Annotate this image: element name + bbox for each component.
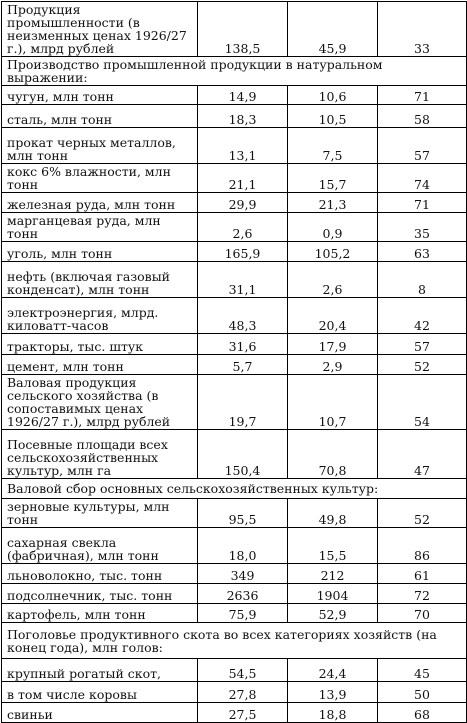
- value-cell: 18,3: [198, 105, 288, 128]
- row-label: крупный рогатый скот,: [2, 659, 198, 682]
- table-row: [2, 499, 467, 528]
- table-row: [2, 564, 467, 584]
- section-header-row: [2, 623, 467, 659]
- percent-cell: 47: [378, 430, 467, 479]
- row-label: сахарная свекла (фабричная), млн тонн: [2, 528, 198, 564]
- row-label: свиньи: [2, 703, 198, 723]
- percent-cell: 68: [378, 703, 467, 723]
- row-label: прокат черных металлов, млн тонн: [2, 128, 198, 164]
- value-cell: 45,9: [288, 2, 378, 57]
- value-cell: 2,6: [198, 213, 288, 242]
- section-label: Валовой сбор основных сельскохозяйственных культур:: [2, 479, 467, 499]
- percent-cell: 72: [378, 584, 467, 604]
- table-row: [2, 334, 467, 355]
- value-cell: 13,9: [288, 682, 378, 703]
- value-cell: 17,9: [288, 334, 378, 355]
- row-label: льноволокно, тыс. тонн: [2, 564, 198, 584]
- value-cell: 2,9: [288, 355, 378, 375]
- value-cell: 31,1: [198, 262, 288, 298]
- table-row: [2, 105, 467, 128]
- table-row: [2, 682, 467, 703]
- value-cell: 165,9: [198, 242, 288, 262]
- row-label: сталь, млн тонн: [2, 105, 198, 128]
- value-cell: 75,9: [198, 604, 288, 623]
- percent-cell: 63: [378, 242, 467, 262]
- row-label: кокс 6% влажности, млн тонн: [2, 164, 198, 193]
- value-cell: 1904: [288, 584, 378, 604]
- value-cell: 31,6: [198, 334, 288, 355]
- row-label: нефть (включая газовый конденсат), млн тонн: [2, 262, 198, 298]
- value-cell: 29,9: [198, 193, 288, 213]
- value-cell: 24,4: [288, 659, 378, 682]
- value-cell: 10,6: [288, 86, 378, 105]
- table-row: [2, 242, 467, 262]
- percent-cell: 54: [378, 375, 467, 430]
- row-label: зерновые культуры, млн тонн: [2, 499, 198, 528]
- table-row: [2, 86, 467, 105]
- percent-cell: 57: [378, 334, 467, 355]
- percent-cell: 74: [378, 164, 467, 193]
- percent-cell: 58: [378, 105, 467, 128]
- value-cell: 54,5: [198, 659, 288, 682]
- percent-cell: 45: [378, 659, 467, 682]
- value-cell: 52,9: [288, 604, 378, 623]
- value-cell: 21,3: [288, 193, 378, 213]
- value-cell: 15,7: [288, 164, 378, 193]
- value-cell: 95,5: [198, 499, 288, 528]
- table-row: [2, 298, 467, 334]
- table-row: [2, 430, 467, 479]
- table-row: [2, 528, 467, 564]
- percent-cell: 8: [378, 262, 467, 298]
- value-cell: 105,2: [288, 242, 378, 262]
- value-cell: 21,1: [198, 164, 288, 193]
- table-row: [2, 213, 467, 242]
- percent-cell: 42: [378, 298, 467, 334]
- table-row: [2, 375, 467, 430]
- row-label: Посевные площади всех сельскохозяйственных культур, млн га: [2, 430, 198, 479]
- value-cell: 18,0: [198, 528, 288, 564]
- percent-cell: 33: [378, 2, 467, 57]
- value-cell: 27,8: [198, 682, 288, 703]
- percent-cell: 52: [378, 355, 467, 375]
- table-row: [2, 164, 467, 193]
- value-cell: 19,7: [198, 375, 288, 430]
- percent-cell: 71: [378, 86, 467, 105]
- row-label: Валовая продукция сельского хозяйства (в сопоставимых ценах 1926/27 г.), млрд рублей: [2, 375, 198, 430]
- value-cell: 10,5: [288, 105, 378, 128]
- value-cell: 14,9: [198, 86, 288, 105]
- percent-cell: 71: [378, 193, 467, 213]
- row-label: тракторы, тыс. штук: [2, 334, 198, 355]
- row-label: электроэнергия, млрд. киловатт-часов: [2, 298, 198, 334]
- percent-cell: 35: [378, 213, 467, 242]
- section-label: Производство промышленной продукции в натуральном выражении:: [2, 57, 467, 86]
- row-label: Продукция промышленности (в неизменных ценах 1926/27 г.), млрд рублей: [2, 2, 198, 57]
- table-row: [2, 193, 467, 213]
- section-header-row: [2, 479, 467, 499]
- table-row: [2, 584, 467, 604]
- row-label: цемент, млн тонн: [2, 355, 198, 375]
- value-cell: 27,5: [198, 703, 288, 723]
- statistics-table: [1, 1, 467, 723]
- table-row: [2, 659, 467, 682]
- percent-cell: 50: [378, 682, 467, 703]
- value-cell: 15,5: [288, 528, 378, 564]
- section-label: Поголовье продуктивного скота во всех категориях хозяйств (на конец года), млн голов:: [2, 623, 467, 659]
- value-cell: 2,6: [288, 262, 378, 298]
- value-cell: 70,8: [288, 430, 378, 479]
- percent-cell: 70: [378, 604, 467, 623]
- row-label: марганцевая руда, млн тонн: [2, 213, 198, 242]
- section-header-row: [2, 57, 467, 86]
- table-row: [2, 355, 467, 375]
- row-label: железная руда, млн тонн: [2, 193, 198, 213]
- value-cell: 49,8: [288, 499, 378, 528]
- row-label: уголь, млн тонн: [2, 242, 198, 262]
- value-cell: 0,9: [288, 213, 378, 242]
- row-label: подсолнечник, тыс. тонн: [2, 584, 198, 604]
- value-cell: 2636: [198, 584, 288, 604]
- value-cell: 10,7: [288, 375, 378, 430]
- table-row: [2, 128, 467, 164]
- table-row: [2, 2, 467, 57]
- value-cell: 13,1: [198, 128, 288, 164]
- table-row: [2, 604, 467, 623]
- value-cell: 138,5: [198, 2, 288, 57]
- table-row: [2, 703, 467, 723]
- percent-cell: 86: [378, 528, 467, 564]
- percent-cell: 61: [378, 564, 467, 584]
- value-cell: 18,8: [288, 703, 378, 723]
- table-row: [2, 262, 467, 298]
- row-label: картофель, млн тонн: [2, 604, 198, 623]
- value-cell: 150,4: [198, 430, 288, 479]
- value-cell: 20,4: [288, 298, 378, 334]
- value-cell: 5,7: [198, 355, 288, 375]
- percent-cell: 52: [378, 499, 467, 528]
- value-cell: 48,3: [198, 298, 288, 334]
- row-label: чугун, млн тонн: [2, 86, 198, 105]
- row-label: в том числе коровы: [2, 682, 198, 703]
- value-cell: 349: [198, 564, 288, 584]
- value-cell: 7,5: [288, 128, 378, 164]
- value-cell: 212: [288, 564, 378, 584]
- percent-cell: 57: [378, 128, 467, 164]
